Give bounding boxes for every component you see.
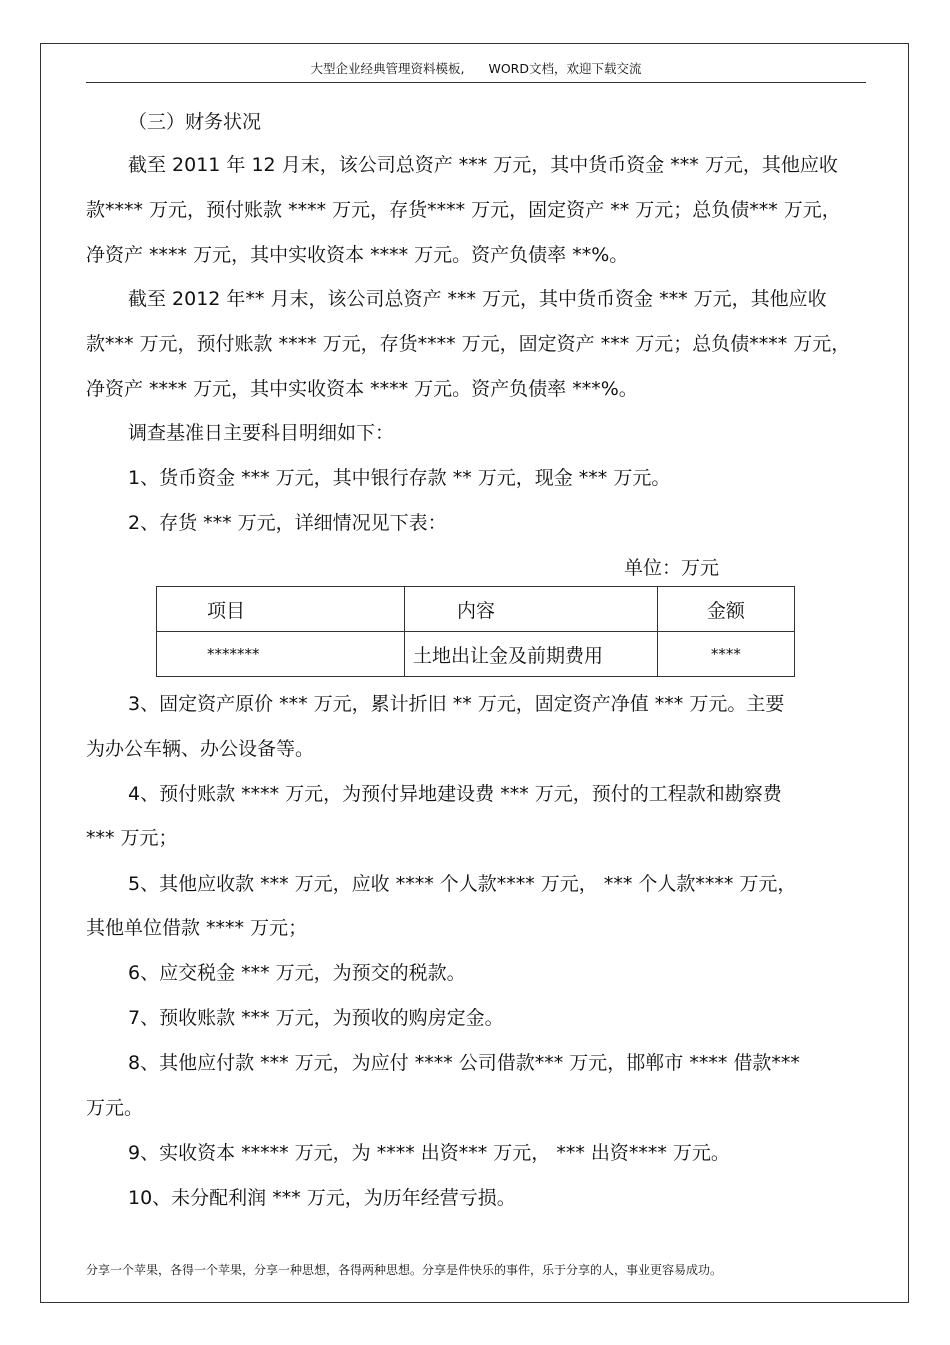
table-header-row [157,587,795,632]
list-item: 6、应交税金 *** 万元，为预交的税款。 [128,962,466,984]
paragraph-line: 调查基准日主要科目明细如下： [128,422,395,444]
paragraph-line: 截至 2012 年** 月末，该公司总资产 *** 万元，其中货币资金 *** 万元，其他应收 [128,288,827,310]
list-item-continuation: *** 万元； [86,827,178,849]
paragraph-line: 款*** 万元，预付账款 **** 万元，存货**** 万元，固定资产 *** 万元；总负债**** 万元， [86,333,851,355]
paragraph-line: 净资产 **** 万元，其中实收资本 **** 万元。资产负债率 ***%。 [86,378,638,400]
page-header [86,60,866,78]
list-item: 2、存货 *** 万元，详细情况见下表： [128,512,447,534]
inventory-table [156,586,795,677]
list-item: 1、货币资金 *** 万元，其中银行存款 ** 万元，现金 *** 万元。 [128,467,671,489]
header-divider [86,82,866,83]
list-item: 7、预收账款 *** 万元，为预收的购房定金。 [128,1007,504,1029]
table-unit-label: 单位：万元 [624,557,720,579]
list-item: 5、其他应收款 *** 万元，应收 **** 个人款**** 万元， *** 个人款**** 万元， [128,873,797,895]
table-cell: 土地出让金及前期费用 [405,632,658,677]
paragraph-line: 款**** 万元，预付账款 **** 万元，存货**** 万元，固定资产 ** 万元；总负债*** 万元， [86,199,841,221]
section-title: （三）财务状况 [128,111,262,133]
list-item-continuation: 万元。 [86,1097,144,1119]
paragraph-line: 净资产 **** 万元，其中实收资本 **** 万元。资产负债率 **%。 [86,244,629,266]
table-header-cell: 项目 [157,587,405,632]
list-item: 8、其他应付款 *** 万元，为应付 **** 公司借款*** 万元，邯郸市 **** 借款*** [128,1052,800,1074]
list-item-continuation: 其他单位借款 **** 万元； [86,917,308,939]
table-header-cell: 内容 [405,587,658,632]
header-left-text: 大型企业经典管理资料模板, [310,61,465,76]
page-footer: 分享一个苹果，各得一个苹果，分享一种思想，各得两种思想。分享是件快乐的事件，乐于分享的人，事业更容易成功。 [86,1263,723,1277]
list-item: 10、未分配利润 *** 万元，为历年经营亏损。 [128,1187,516,1209]
list-item: 3、固定资产原价 *** 万元，累计折旧 ** 万元，固定资产净值 *** 万元。主要 [128,693,785,715]
table-header-cell: 金额 [657,587,794,632]
table-row [157,632,795,677]
table-cell: **** [657,632,794,677]
list-item: 4、预付账款 **** 万元，为预付异地建设费 *** 万元，预付的工程款和勘察费 [128,783,782,805]
paragraph-line: 截至 2011 年 12 月末，该公司总资产 *** 万元，其中货币资金 *** 万元，其他应收 [128,154,838,176]
table-cell: ******* [157,632,405,677]
list-item: 9、实收资本 ***** 万元，为 **** 出资*** 万元， *** 出资**** 万元。 [128,1142,730,1164]
header-right-text: WORD文档，欢迎下载交流 [488,61,642,76]
list-item-continuation: 为办公车辆、办公设备等。 [86,738,315,760]
